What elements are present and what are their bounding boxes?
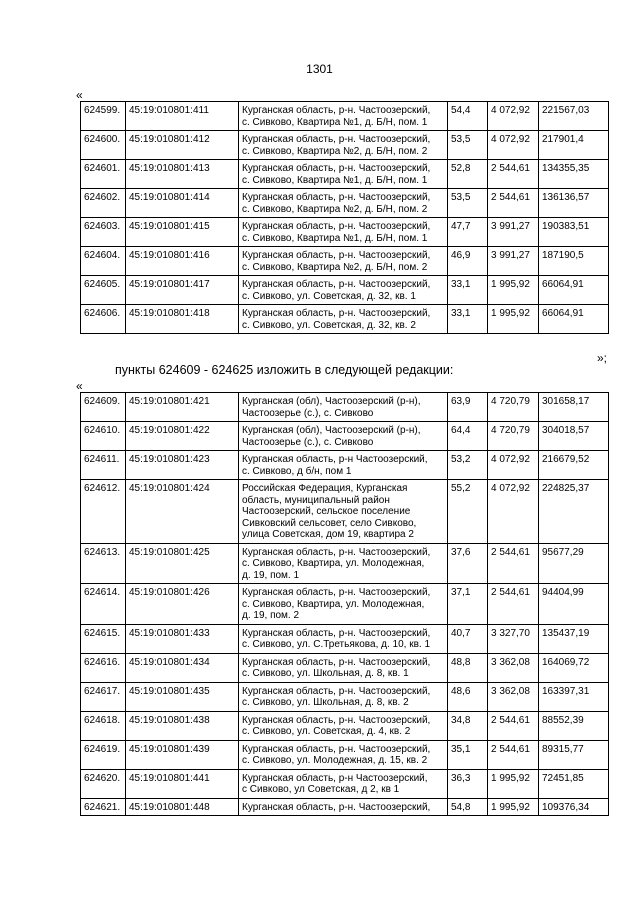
table-row [81, 653, 609, 682]
row-number-cell: 624601. [81, 160, 126, 189]
row-number-cell: 624603. [81, 218, 126, 247]
cadastral-number-cell: 45:19:010801:412 [126, 131, 239, 160]
area-cell: 53,2 [448, 451, 488, 480]
row-number-cell: 624617. [81, 682, 126, 711]
cost-cell: 135437,19 [539, 624, 609, 653]
area-cell: 48,8 [448, 653, 488, 682]
table-row [81, 276, 609, 305]
address-cell: Курганская область, р-н. Частоозерский, с. Сивково, ул. Школьная, д. 8, кв. 2 [239, 682, 448, 711]
rate-cell: 4 072,92 [488, 102, 539, 131]
rate-cell: 3 362,08 [488, 682, 539, 711]
address-cell: Курганская область, р-н. Частоозерский, с. Сивково, ул. Молодежная, д. 15, кв. 2 [239, 740, 448, 769]
rate-cell: 3 327,70 [488, 624, 539, 653]
area-cell: 36,3 [448, 769, 488, 798]
cadastral-number-cell: 45:19:010801:438 [126, 711, 239, 740]
cadastral-number-cell: 45:19:010801:435 [126, 682, 239, 711]
row-number-cell: 624604. [81, 247, 126, 276]
address-cell: Курганская область, р-н. Частоозерский, с. Сивково, ул. С.Третьякова, д. 10, кв. 1 [239, 624, 448, 653]
address-cell: Курганская область, р-н. Частоозерский, с. Сивково, Квартира №1, д. Б/Н, пом. 1 [239, 102, 448, 131]
row-number-cell: 624600. [81, 131, 126, 160]
address-cell: Курганская область, р-н. Частоозерский, с. Сивково, ул. Школьная, д. 8, кв. 1 [239, 653, 448, 682]
area-cell: 54,4 [448, 102, 488, 131]
row-number-cell: 624619. [81, 740, 126, 769]
cadastral-number-cell: 45:19:010801:425 [126, 543, 239, 584]
address-cell: Курганская (обл), Частоозерский (р-н), Частоозерье (с.), с. Сивково [239, 422, 448, 451]
cost-cell: 224825,37 [539, 480, 609, 544]
row-number-cell: 624615. [81, 624, 126, 653]
cost-cell: 187190,5 [539, 247, 609, 276]
rate-cell: 2 544,61 [488, 160, 539, 189]
address-cell: Курганская область, р-н. Частоозерский, с. Сивково, Квартира №1, д. Б/Н, пом. 1 [239, 160, 448, 189]
rate-cell: 4 720,79 [488, 393, 539, 422]
rate-cell: 1 995,92 [488, 798, 539, 816]
rate-cell: 2 544,61 [488, 740, 539, 769]
row-number-cell: 624609. [81, 393, 126, 422]
address-cell: Курганская область, р-н. Частоозерский, с. Сивково, ул. Советская, д. 4, кв. 2 [239, 711, 448, 740]
row-number-cell: 624620. [81, 769, 126, 798]
area-cell: 48,6 [448, 682, 488, 711]
cost-cell: 109376,34 [539, 798, 609, 816]
rate-cell: 4 072,92 [488, 131, 539, 160]
area-cell: 54,8 [448, 798, 488, 816]
area-cell: 34,8 [448, 711, 488, 740]
rate-cell: 4 072,92 [488, 451, 539, 480]
row-number-cell: 624610. [81, 422, 126, 451]
address-cell: Курганская область, р-н. Частоозерский, с. Сивково, ул. Советская, д. 32, кв. 1 [239, 276, 448, 305]
row-number-cell: 624618. [81, 711, 126, 740]
address-cell: Курганская область, р-н. Частоозерский, с. Сивково, ул. Советская, д. 32, кв. 2 [239, 305, 448, 334]
rate-cell: 3 362,08 [488, 653, 539, 682]
table-row [81, 247, 609, 276]
cost-cell: 134355,35 [539, 160, 609, 189]
table-row [81, 543, 609, 584]
row-number-cell: 624612. [81, 480, 126, 544]
rate-cell: 3 991,27 [488, 247, 539, 276]
cost-cell: 217901,4 [539, 131, 609, 160]
address-cell: Курганская область, р-н. Частоозерский, с. Сивково, Квартира №2, д. Б/Н, пом. 2 [239, 247, 448, 276]
cost-cell: 72451,85 [539, 769, 609, 798]
cadastral-number-cell: 45:19:010801:414 [126, 189, 239, 218]
rate-cell: 2 544,61 [488, 711, 539, 740]
table-row [81, 798, 609, 816]
cadastral-number-cell: 45:19:010801:415 [126, 218, 239, 247]
cost-cell: 304018,57 [539, 422, 609, 451]
cadastral-number-cell: 45:19:010801:417 [126, 276, 239, 305]
cost-cell: 89315,77 [539, 740, 609, 769]
area-cell: 35,1 [448, 740, 488, 769]
cost-cell: 66064,91 [539, 305, 609, 334]
area-cell: 63,9 [448, 393, 488, 422]
rate-cell: 1 995,92 [488, 305, 539, 334]
row-number-cell: 624606. [81, 305, 126, 334]
cadastral-number-cell: 45:19:010801:441 [126, 769, 239, 798]
instruction-paragraph: пункты 624609 - 624625 изложить в следующей редакции: [115, 363, 454, 377]
cost-cell: 94404,99 [539, 584, 609, 625]
cadastral-number-cell: 45:19:010801:411 [126, 102, 239, 131]
address-cell: Курганская область, р-н. Частоозерский, [239, 798, 448, 816]
rate-cell: 4 720,79 [488, 422, 539, 451]
cadastral-number-cell: 45:19:010801:423 [126, 451, 239, 480]
area-cell: 37,1 [448, 584, 488, 625]
area-cell: 46,9 [448, 247, 488, 276]
table-row [81, 102, 609, 131]
cost-cell: 95677,29 [539, 543, 609, 584]
cost-cell: 221567,03 [539, 102, 609, 131]
table-row [81, 305, 609, 334]
row-number-cell: 624611. [81, 451, 126, 480]
page-number: 1301 [306, 62, 333, 76]
cadastral-number-cell: 45:19:010801:413 [126, 160, 239, 189]
rate-cell: 4 072,92 [488, 480, 539, 544]
area-cell: 40,7 [448, 624, 488, 653]
address-cell: Курганская область, р-н Частоозерский, с Сивково, ул Советская, д 2, кв 1 [239, 769, 448, 798]
area-cell: 33,1 [448, 276, 488, 305]
rate-cell: 1 995,92 [488, 769, 539, 798]
row-number-cell: 624616. [81, 653, 126, 682]
area-cell: 37,6 [448, 543, 488, 584]
cadastral-number-cell: 45:19:010801:418 [126, 305, 239, 334]
cost-cell: 66064,91 [539, 276, 609, 305]
table-row [81, 393, 609, 422]
row-number-cell: 624599. [81, 102, 126, 131]
row-number-cell: 624602. [81, 189, 126, 218]
table-row [81, 422, 609, 451]
rate-cell: 3 991,27 [488, 218, 539, 247]
area-cell: 64,4 [448, 422, 488, 451]
cost-cell: 216679,52 [539, 451, 609, 480]
table-row [81, 451, 609, 480]
table-row [81, 218, 609, 247]
rate-cell: 2 544,61 [488, 584, 539, 625]
row-number-cell: 624614. [81, 584, 126, 625]
rate-cell: 1 995,92 [488, 276, 539, 305]
cost-cell: 190383,51 [539, 218, 609, 247]
address-cell: Курганская область, р-н. Частоозерский, с. Сивково, Квартира №1, д. Б/Н, пом. 1 [239, 218, 448, 247]
table-row [81, 189, 609, 218]
cadastral-number-cell: 45:19:010801:448 [126, 798, 239, 816]
area-cell: 53,5 [448, 131, 488, 160]
records-table-2 [80, 392, 609, 816]
cadastral-number-cell: 45:19:010801:421 [126, 393, 239, 422]
cost-cell: 163397,31 [539, 682, 609, 711]
cost-cell: 88552,39 [539, 711, 609, 740]
address-cell: Курганская область, р-н. Частоозерский, с. Сивково, Квартира, ул. Молодежная, д. 19, пом. 2 [239, 584, 448, 625]
table-row [81, 740, 609, 769]
row-number-cell: 624613. [81, 543, 126, 584]
area-cell: 55,2 [448, 480, 488, 544]
table-row [81, 131, 609, 160]
address-cell: Курганская область, р-н. Частоозерский, с. Сивково, Квартира №2, д. Б/Н, пом. 2 [239, 131, 448, 160]
cadastral-number-cell: 45:19:010801:416 [126, 247, 239, 276]
cadastral-number-cell: 45:19:010801:433 [126, 624, 239, 653]
area-cell: 47,7 [448, 218, 488, 247]
row-number-cell: 624621. [81, 798, 126, 816]
address-cell: Российская Федерация, Курганская область, муниципальный район Частоозерский, сельское поселение Сивковский сельсовет, село Сивково, улица Советская, дом 19, квартира 2 [239, 480, 448, 544]
cost-cell: 136136,57 [539, 189, 609, 218]
area-cell: 53,5 [448, 189, 488, 218]
opening-quote-2: « [76, 379, 83, 393]
table-row [81, 160, 609, 189]
area-cell: 52,8 [448, 160, 488, 189]
table-row [81, 584, 609, 625]
cadastral-number-cell: 45:19:010801:434 [126, 653, 239, 682]
cadastral-number-cell: 45:19:010801:426 [126, 584, 239, 625]
closing-quote: »; [597, 351, 608, 365]
address-cell: Курганская (обл), Частоозерский (р-н), Частоозерье (с.), с. Сивково [239, 393, 448, 422]
rate-cell: 2 544,61 [488, 189, 539, 218]
records-table-1 [80, 101, 609, 334]
cost-cell: 164069,72 [539, 653, 609, 682]
table-row [81, 769, 609, 798]
cost-cell: 301658,17 [539, 393, 609, 422]
rate-cell: 2 544,61 [488, 543, 539, 584]
opening-quote-1: « [76, 88, 83, 102]
row-number-cell: 624605. [81, 276, 126, 305]
area-cell: 33,1 [448, 305, 488, 334]
table-row [81, 711, 609, 740]
cadastral-number-cell: 45:19:010801:424 [126, 480, 239, 544]
table-row [81, 624, 609, 653]
address-cell: Курганская область, р-н. Частоозерский, с. Сивково, Квартира №2, д. Б/Н, пом. 2 [239, 189, 448, 218]
cadastral-number-cell: 45:19:010801:439 [126, 740, 239, 769]
address-cell: Курганская область, р-н Частоозерский, с. Сивково, д б/н, пом 1 [239, 451, 448, 480]
table-row [81, 480, 609, 544]
address-cell: Курганская область, р-н. Частоозерский, с. Сивково, Квартира, ул. Молодежная, д. 19, пом. 1 [239, 543, 448, 584]
cadastral-number-cell: 45:19:010801:422 [126, 422, 239, 451]
table-row [81, 682, 609, 711]
